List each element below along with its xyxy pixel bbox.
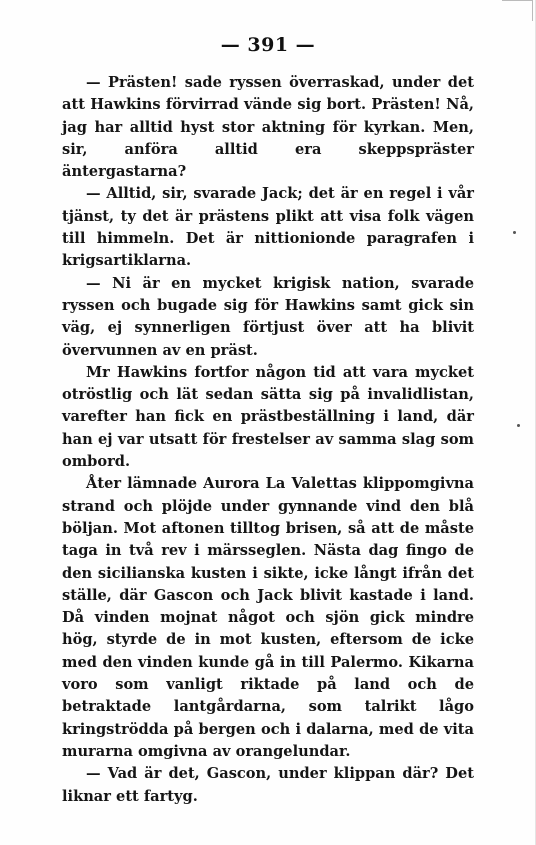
paragraph: — Prästen! sade ryssen överraskad, under det att Hawkins förvirrad vände sig bort. Prästen! Nå, jag har alltid hyst stor aktning för kyrkan. Men, sir, anföra alltid era skeppspräster äntergastarna? [62, 74, 474, 181]
paragraph: Mr Hawkins fortfor någon tid att vara mycket otröstlig och lät sedan sätta sig på invalidlistan, varefter han fick en prästbeställning i land, där han ej var utsatt för frestelser av samma slag som ombord. [62, 363, 474, 471]
scan-speck [517, 424, 520, 427]
page-corner-mark [502, 0, 533, 21]
paragraph: Åter lämnade Aurora La Valettas klippomgivna strand och plöjde under gynnande vind den blå böljan. Mot aftonen tilltog brisen, så att de måste taga in två rev i märsseglen. Nästa dag fingo de den sicilianska kusten i sikte, icke långt ifrån det ställe, där Gascon och Jack blivit kastade i land. Då vinden mojnat något och sjön gick mindre hög, styrde de in mot kusten, eftersom de icke med den vinden kunde gå in till Palermo. Kikarna voro som vanligt riktade på land och de betraktade lantgårdarna, som talrikt lågo kringströdda på bergen och i dalarna, med de vita murarna omgivna av orangelundar. [62, 475, 474, 760]
body-text [62, 72, 474, 808]
scan-speck [513, 231, 516, 234]
page-number: — 391 — [220, 34, 316, 56]
paragraph: — Alltid, sir, svarade Jack; det är en regel i vår tjänst, ty det är prästens plikt att visa folk vägen till himmeln. Det är nittionionde paragrafen i krigsartiklarna. [62, 185, 474, 270]
paragraph: — Vad är det, Gascon, under klippan där? Det liknar ett fartyg. [62, 765, 474, 805]
paragraph: — Ni är en mycket krigisk nation, svarade ryssen och bugade sig för Hawkins samt gick sin väg, ej synnerligen förtjust över att ha blivit övervunnen av en präst. [62, 274, 474, 359]
